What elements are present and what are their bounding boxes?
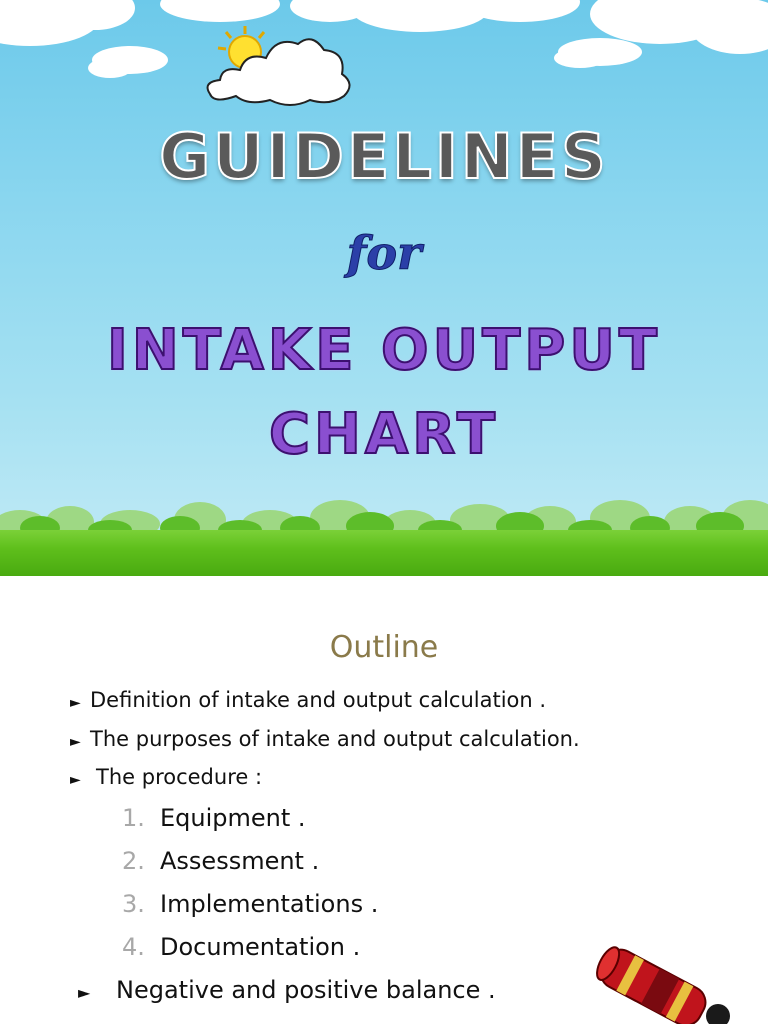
step-number: 1. [122,804,145,832]
bullet-arrow-icon: ► [78,983,91,1002]
procedure-step [122,890,378,918]
step-number: 2. [122,847,145,875]
bullet-item [78,976,496,1004]
bullet-text: Definition of intake and output calculation . [90,688,547,712]
sky-clouds [0,0,768,110]
bullet-item [70,688,546,712]
procedure-step [122,933,360,961]
step-label: Implementations . [160,890,379,918]
bullet-text: Negative and positive balance . [116,976,496,1004]
title-chart: CHART [268,402,500,467]
bottle-icon [586,946,736,1024]
sun-behind-cloud-icon [200,22,360,112]
step-label: Assessment . [160,847,320,875]
step-number: 4. [122,933,145,961]
outline-slide [0,576,768,1024]
procedure-step [122,804,306,832]
step-label: Documentation . [160,933,361,961]
outline-heading: Outline [329,630,439,665]
step-label: Equipment . [160,804,306,832]
bullet-text: The procedure : [96,765,263,789]
bullet-arrow-icon: ► [70,772,81,788]
step-number: 3. [122,890,145,918]
bullet-item [70,727,580,751]
title-for: for [346,226,422,280]
procedure-step [122,847,319,875]
grass [0,530,768,576]
title-guidelines: GUIDELINES [159,120,609,193]
bullet-item [70,765,262,789]
title-intake-output: INTAKE OUTPUT [106,318,662,383]
bullet-arrow-icon: ► [70,695,81,711]
bullet-text: The purposes of intake and output calculation. [90,727,580,751]
bullet-arrow-icon: ► [70,734,81,750]
